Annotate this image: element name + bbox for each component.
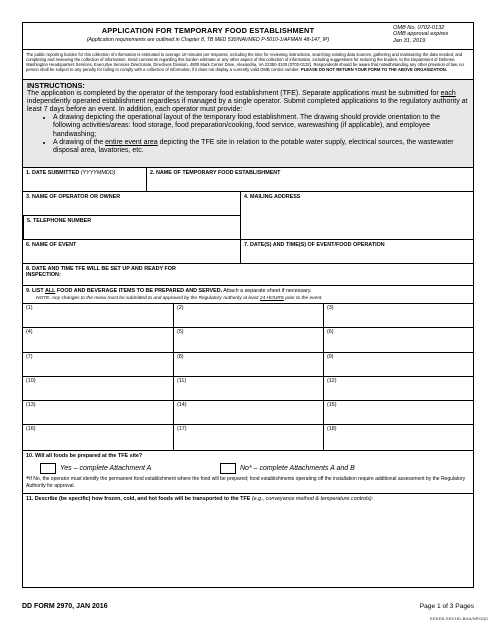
food-item-cell[interactable]: (4) — [23, 328, 173, 352]
form-code: EEEEB-SRCHD-BHA/NROQ0 — [430, 616, 488, 621]
note-text-1: NOTE. Any changes to the menu must be submitted to and approved by the Regulatory Authority at least — [36, 296, 260, 301]
instructions-list — [27, 114, 469, 154]
burden-bold: PLEASE DO NOT RETURN YOUR FORM TO THE ABOVE ORGANIZATION. — [300, 67, 448, 72]
food-title-attach: Attach a separate sheet if necessary. — [222, 288, 312, 294]
instr-bullet-2 — [53, 139, 469, 155]
instr-b2-text-1: A drawing of the — [53, 138, 106, 146]
establishment-name-field[interactable] — [146, 168, 473, 191]
instr-text-1: The application is completed by the operator of the temporary food establishment (TFE). Separate applications must be submitted for — [27, 90, 441, 98]
omb-number: OMB No. 0702-0132 — [393, 25, 445, 31]
food-title-all: ALL — [44, 288, 56, 294]
prep-no-option[interactable] — [220, 463, 355, 474]
establishment-name-label: 2. NAME OF TEMPORARY FOOD ESTABLISHMENT — [150, 170, 281, 176]
yes-checkbox[interactable] — [40, 463, 56, 474]
date-submitted-field[interactable] — [23, 168, 146, 191]
footnote-text: If No, the operator must identify the permanent food establishment where the food will be prepared; food establishments operating off the installation require additional assessment by the Regulatory Authority for approval. — [26, 475, 466, 489]
food-item-cell[interactable]: (6) — [323, 328, 473, 352]
instructions-paragraph — [27, 90, 469, 114]
footnote-asterisk: * — [26, 474, 30, 484]
food-item-cell[interactable]: (3) — [323, 304, 473, 328]
no-checkbox[interactable] — [220, 463, 236, 474]
food-item-cell[interactable]: (2) — [173, 304, 323, 328]
omb-block — [393, 23, 473, 49]
prep-site-question — [22, 451, 474, 494]
yes-label: Yes – complete Attachment A — [60, 464, 152, 472]
no-label: No* – complete Attachments A and B — [240, 464, 355, 472]
food-item-cell[interactable]: (7) — [23, 353, 173, 377]
food-item-cell[interactable]: (13) — [23, 401, 173, 425]
omb-expires-date: Jan 31, 2019 — [393, 37, 426, 44]
transport-hint: (e.g., conveyance method & temperature controls): — [251, 495, 374, 502]
row-6-7 — [22, 240, 474, 264]
food-item-cell[interactable]: (9) — [323, 353, 473, 377]
burden-text: The public reporting burden for this collection of information is estimated to average 10 minutes per response, including the time for reviewing instructions, searching existing data sources, gathering and maintaining the data needed, and completing and reviewing the collection of information. Send comments regarding this burden estimate or any other aspect of this collection of information, including suggestions for reducing the burden, to the Department of Defense, Washington Headquarters Services, Executive Services Directorate, Directives Division, 4800 Mark Center Drive, Alexandria, VA 22350-3100 (0702-0132). Respondents should be aware that notwithstanding any other provision of law, no person shall be subject to any penalty for failing to comply with a collection of information if it does not display a currently valid OMB control number. — [26, 52, 464, 72]
food-items-grid — [22, 304, 474, 451]
page-number: Page 1 of 3 Pages — [419, 603, 474, 610]
event-dates-label: 7. DATE(S) AND TIME(S) OF EVENT/FOOD OPERATION — [244, 242, 385, 248]
date-format-hint: (YYYYMMDD) — [80, 170, 116, 176]
setup-time-label: 8. DATE AND TIME TFE WILL BE SET UP AND READY FOR INSPECTION: — [26, 266, 176, 278]
mailing-address-label: 4. MAILING ADDRESS — [244, 194, 301, 200]
row-3-5-4 — [22, 192, 474, 240]
food-item-cell[interactable]: (5) — [173, 328, 323, 352]
prep-yes-option[interactable] — [40, 463, 220, 474]
transport-field[interactable] — [22, 494, 474, 588]
setup-time-field[interactable] — [23, 264, 213, 285]
prep-site-title: 10. Will all foods be prepared at the TFE site? — [26, 452, 143, 459]
prep-site-options — [26, 463, 470, 474]
transport-title — [26, 496, 470, 502]
instr-bullet-1: • A drawing depicting the operational layout of the temporary food establishment. The drawing should provide orientation to the following activities/areas: food storage, food preparation/cooking, food service, warewashing (if applicable), and employee handwashing; — [53, 114, 469, 138]
food-items-note — [26, 296, 470, 301]
food-item-cell[interactable]: (12) — [323, 377, 473, 401]
row-8 — [22, 264, 474, 286]
food-item-cell[interactable]: (17) — [173, 425, 323, 449]
instr-underline-each: each — [440, 90, 456, 98]
note-24-hours: 24 HOURS — [259, 296, 284, 301]
instructions-heading: INSTRUCTIONS: — [27, 81, 85, 90]
food-item-cell[interactable]: (15) — [323, 401, 473, 425]
telephone-field[interactable] — [23, 216, 240, 239]
form-header — [22, 22, 474, 50]
form-title: APPLICATION FOR TEMPORARY FOOD ESTABLISHMENT — [101, 26, 315, 35]
food-title-2: FOOD AND BEVERAGE ITEMS TO BE PREPARED AND SERVED. — [55, 288, 223, 294]
event-name-field[interactable] — [23, 240, 240, 263]
food-item-cell[interactable]: (8) — [173, 353, 323, 377]
form-title-block — [23, 23, 393, 49]
event-name-label: 6. NAME OF EVENT — [26, 242, 77, 248]
instr-b2-underline: entire event area — [105, 138, 158, 146]
food-item-cell[interactable]: (18) — [323, 425, 473, 449]
date-submitted-label: 1. DATE SUBMITTED — [26, 170, 80, 176]
mailing-address-field[interactable] — [240, 192, 473, 239]
row-1-2 — [22, 168, 474, 192]
form-id: DD FORM 2970, JAN 2016 — [22, 603, 108, 610]
food-item-cell[interactable]: (11) — [173, 377, 323, 401]
form-footer — [22, 603, 474, 610]
food-items-header — [22, 286, 474, 304]
food-title-1: 9. LIST — [26, 288, 45, 294]
food-item-cell[interactable]: (10) — [23, 377, 173, 401]
food-item-cell[interactable]: (16) — [26, 426, 36, 433]
event-dates-field[interactable] — [240, 240, 473, 263]
form-subtitle: (Application requirements are outlined in Chapter 8, TB MED 530/NAVMED P-5010-1/AFMAN 48-147_IP) — [86, 37, 330, 43]
food-items-title — [26, 288, 470, 294]
instr-text-2: independently operated establishment regardless if managed by a single operator. Submit completed applications to the regulatory authority at least 7 days before an event. In addition, each operator must provide: — [27, 98, 468, 114]
instr-b2-text-2: depicting the TFE site in relation to the potable water supply, electrical sources, the wastewater disposal area, lavatories, etc. — [53, 138, 454, 154]
transport-label: 11. Describe (be specific) how frozen, cold, and hot foods will be transported to the TFE — [26, 495, 251, 502]
telephone-label: 5. TELEPHONE NUMBER — [27, 218, 92, 224]
instructions-block — [22, 80, 474, 168]
operator-name-label: 3. NAME OF OPERATOR OR OWNER — [26, 194, 121, 200]
food-item-cell[interactable]: (1) — [23, 304, 173, 328]
omb-expires-label: OMB approval expires — [393, 31, 449, 38]
note-text-2: prior to the event. — [283, 296, 323, 301]
form-page — [22, 22, 474, 588]
burden-statement — [22, 50, 474, 80]
food-item-cell[interactable]: (14) — [173, 401, 323, 425]
prep-site-footnote — [26, 476, 470, 489]
operator-name-field[interactable] — [23, 192, 240, 216]
operator-phone-column — [23, 192, 240, 239]
